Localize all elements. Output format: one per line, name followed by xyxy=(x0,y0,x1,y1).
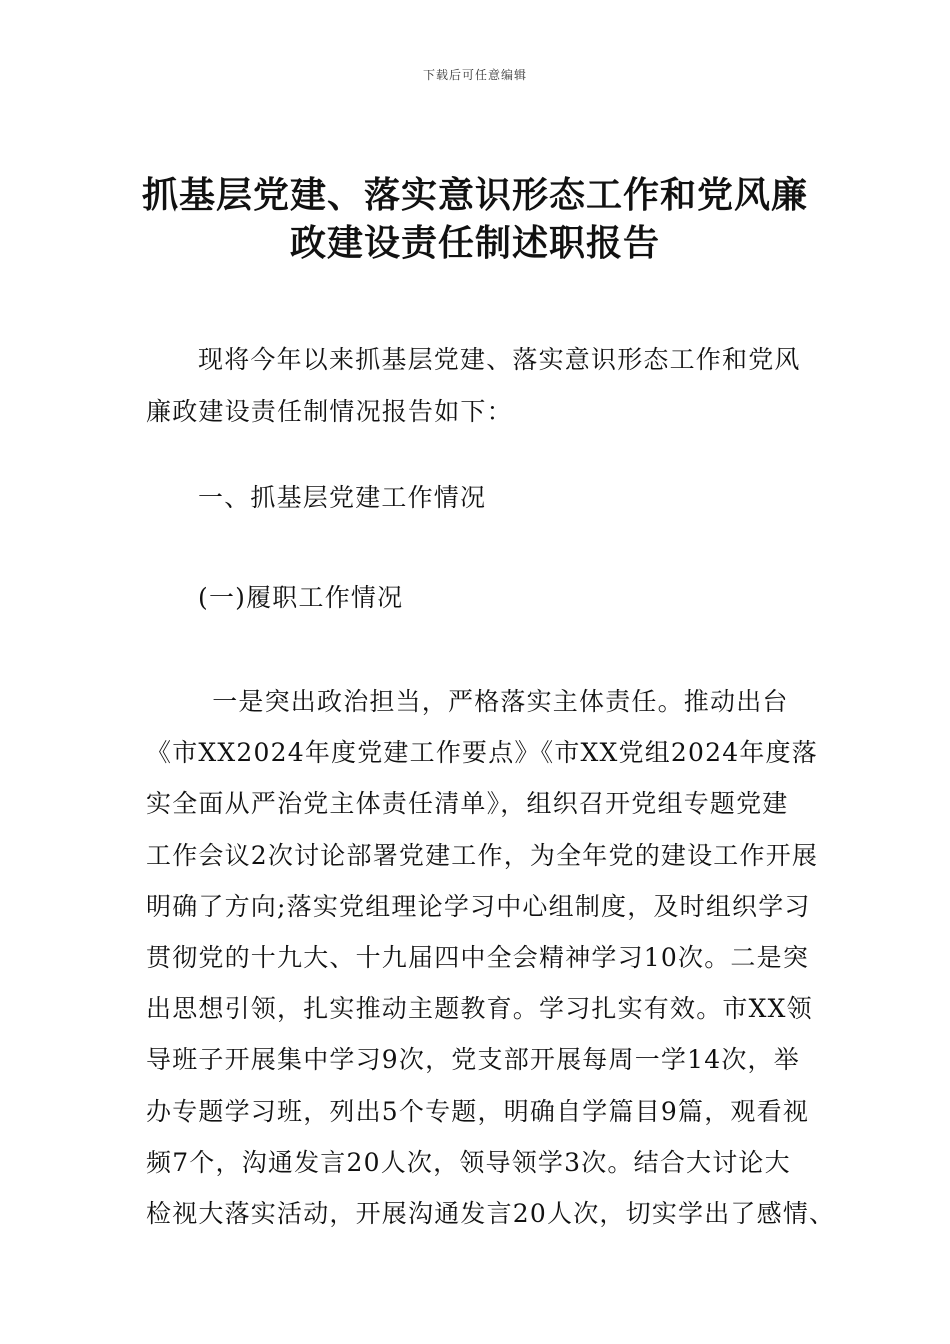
paragraph-line: 办专题学习班，列出5个专题，明确自学篇目9篇，观看视 xyxy=(146,1096,810,1126)
paragraph-line: 明确了方向;落实党组理论学习中心组制度，及时组织学习 xyxy=(146,891,811,921)
title-line: 抓基层党建、落实意识形态工作和党风廉 xyxy=(141,175,808,216)
paragraph-line: 实全面从严治党主体责任清单》，组织召开党组专题党建 xyxy=(146,789,789,819)
paragraph-line: 出思想引领，扎实推动主题教育。学习扎实有效。市XX领 xyxy=(146,994,813,1024)
paragraph-line: 一是突出政治担当，严格落实主体责任。推动出台 xyxy=(186,687,789,716)
section-heading: 一、抓基层党建工作情况 xyxy=(198,483,487,512)
paragraph-line: 工作会议2次讨论部署党建工作，为全年党的建设工作开展 xyxy=(146,840,819,870)
paragraph-line: 检视大落实活动，开展沟通发言20人次，切实学出了感情、 xyxy=(146,1199,836,1229)
header-note: 下载后可任意编辑 xyxy=(422,68,527,82)
paragraph-line: 导班子开展集中学习9次，党支部开展每周一学14次，举 xyxy=(146,1045,800,1075)
intro-paragraph xyxy=(146,334,826,438)
intro-line: 现将今年以来抓基层党建、落实意识形态工作和党风 xyxy=(198,345,801,374)
intro-line: 廉政建设责任制情况报告如下： xyxy=(146,397,513,426)
document-title xyxy=(130,172,820,268)
paragraph-line: 贯彻党的十九大、十九届四中全会精神学习10次。二是突 xyxy=(146,943,810,973)
subsection-heading: (一)履职工作情况 xyxy=(198,583,404,612)
title-line: 政建设责任制述职报告 xyxy=(289,223,660,264)
paragraph-line: 频7个，沟通发言20人次，领导领学3次。结合大讨论大 xyxy=(146,1147,791,1177)
paragraph-line: 《市XX2024年度党建工作要点》《市XX党组2024年度落 xyxy=(146,738,818,768)
body-paragraph xyxy=(146,676,836,1239)
